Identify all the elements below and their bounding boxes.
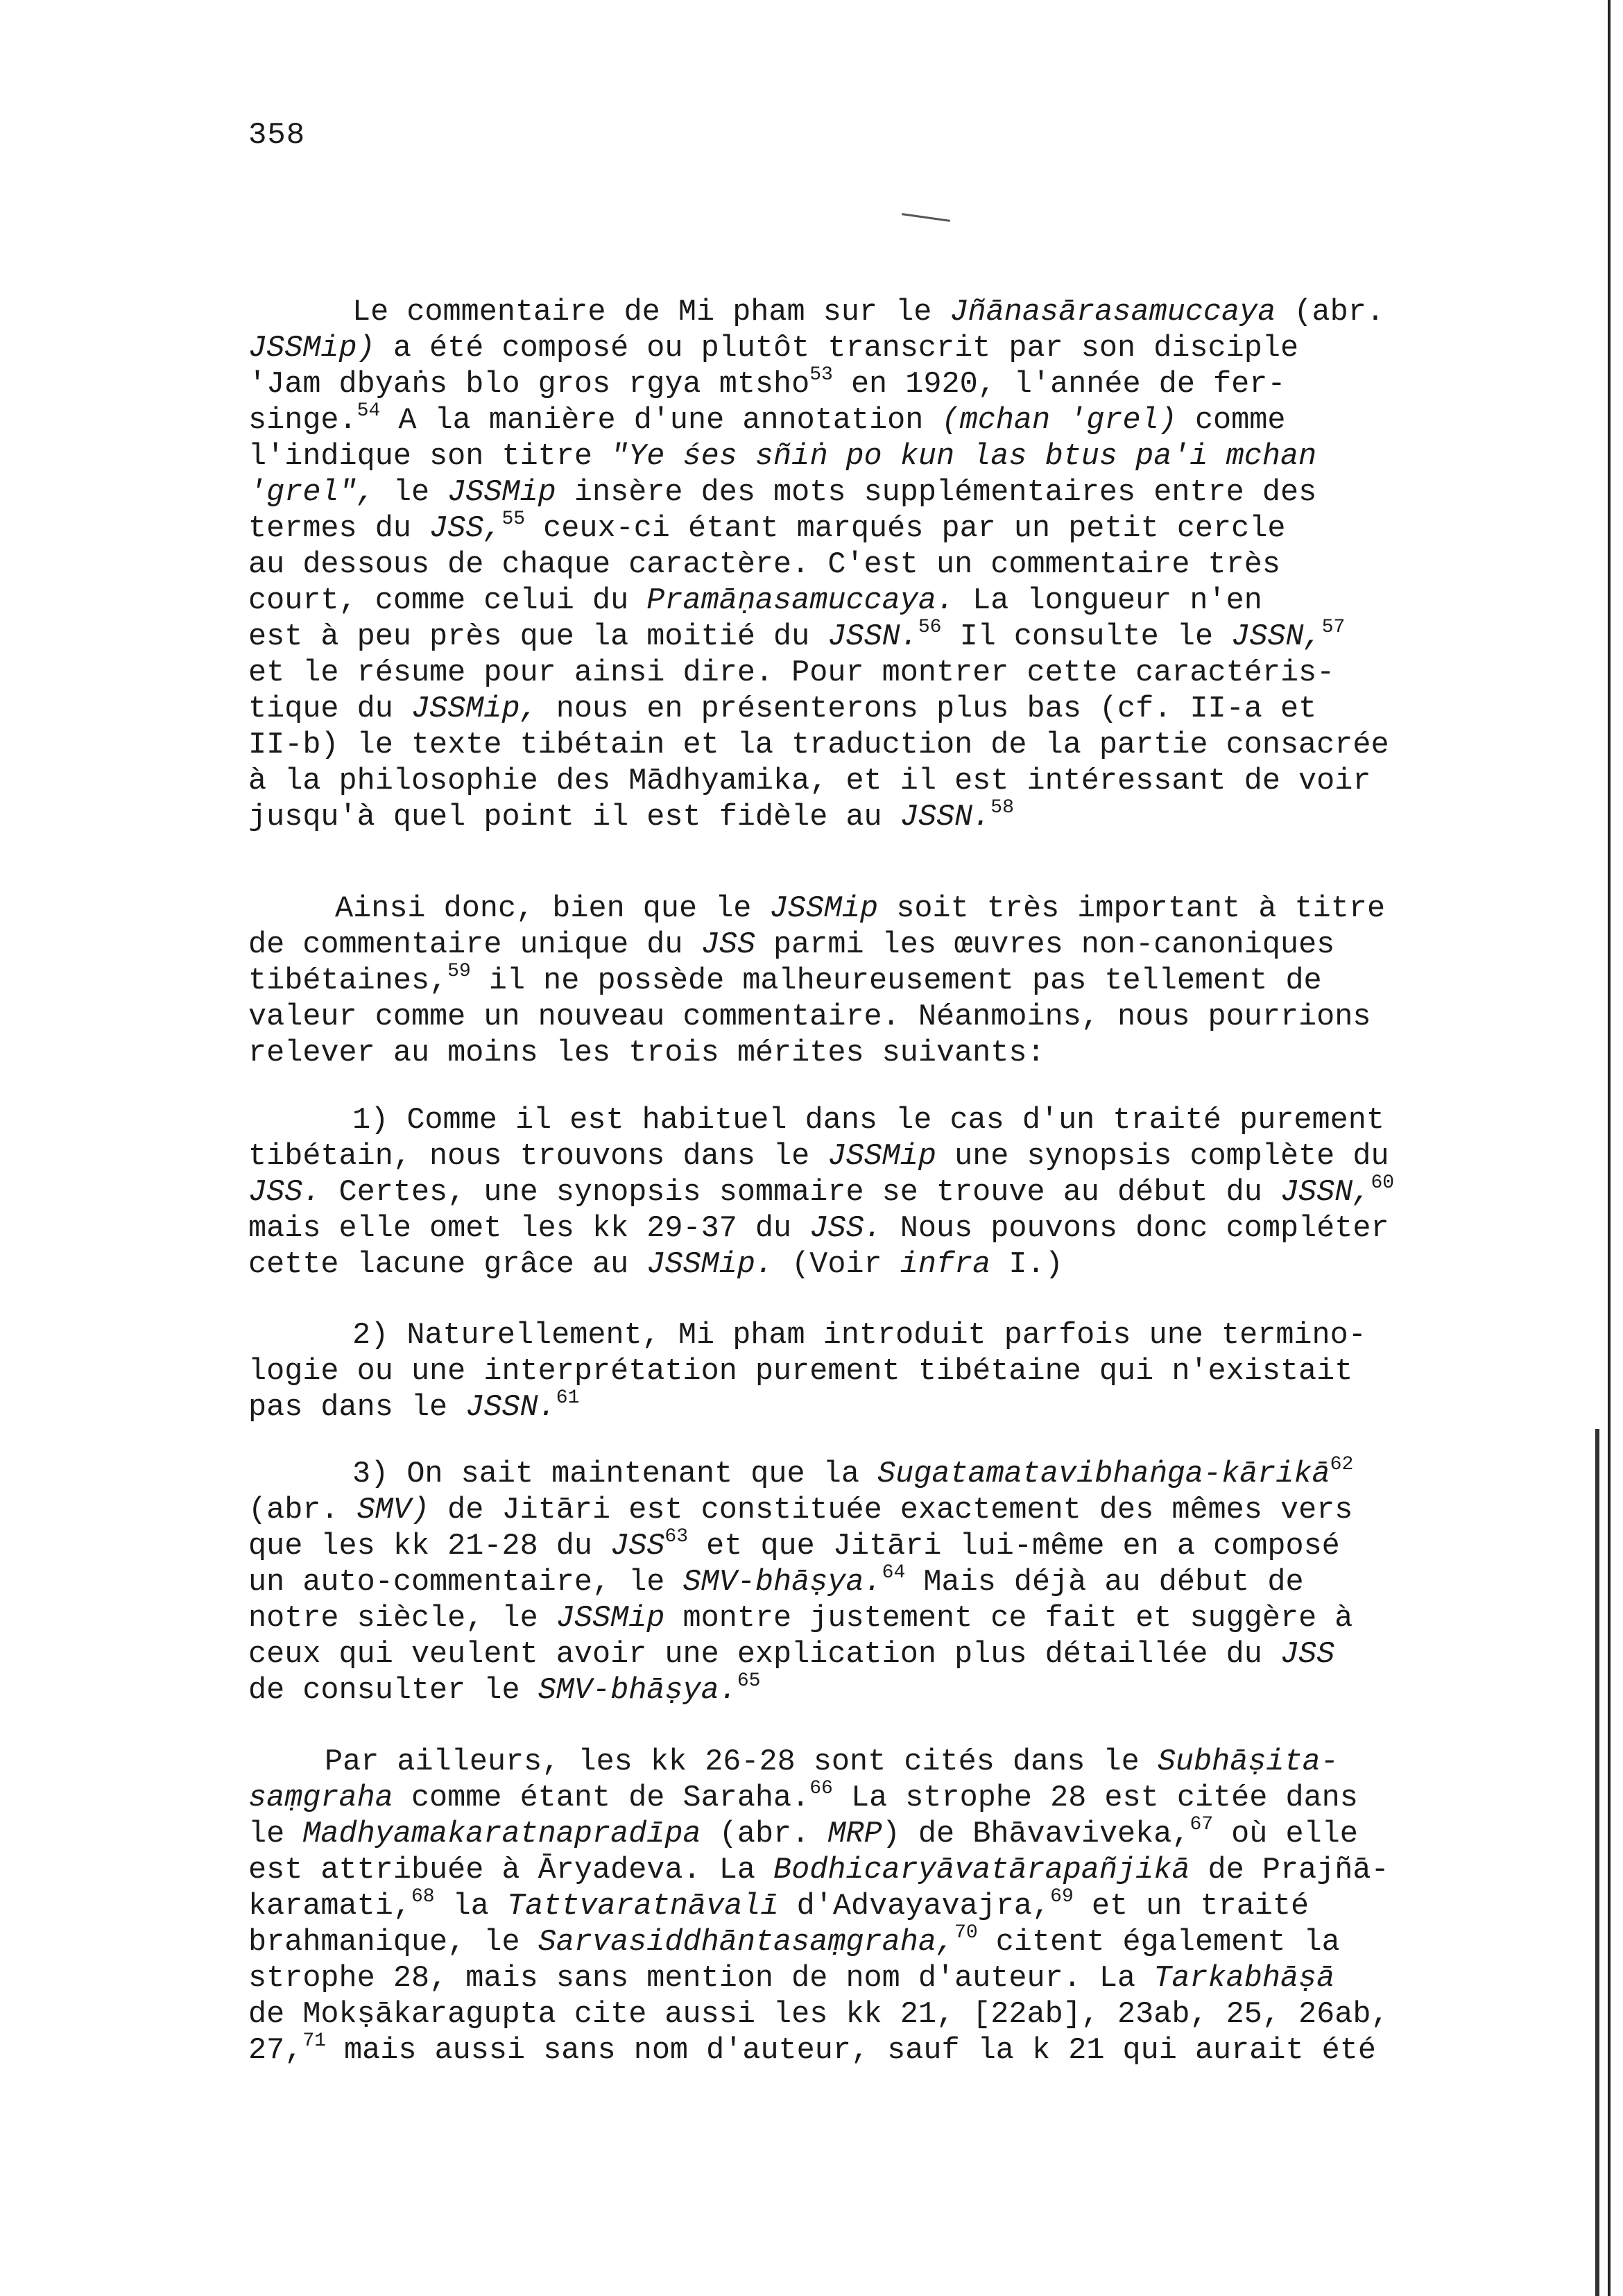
footnote-ref: 55: [501, 508, 526, 530]
text-line: Ainsi donc, bien que le JSSMip soit très important à titre: [335, 892, 1386, 926]
text-line: ceux qui veulent avoir une explication plus détaillée du JSS: [248, 1638, 1335, 1672]
text-line: karamati,$^{68}$ la Tattvaratnāvalī d'Advayavajra,$^{69}$ et un traité: [248, 1886, 1309, 1924]
footnote-ref: 60: [1371, 1172, 1395, 1194]
text-line: tique du JSSMip, nous en présenterons plus bas (cf. II-a et: [248, 692, 1317, 726]
footnote-ref: 67: [1190, 1814, 1214, 1835]
footnote-ref: 70: [954, 1922, 978, 1944]
footnote-ref: 66: [809, 1778, 833, 1799]
text-line: tibétaines,$^{59}$ il ne possède malheureusement pas tellement de: [248, 961, 1322, 998]
text-line: de consulter le SMV-bhāṣya.$^{65}$: [248, 1670, 761, 1708]
paragraph-4: [248, 1318, 1420, 1426]
text-line: 27,71 mais aussi sans nom d'auteur, sauf la k 21 qui aurait été: [248, 2030, 1376, 2068]
text-line: 1) Comme il est habituel dans le cas d'un traité purement: [352, 1104, 1384, 1138]
text-line: est attribuée à Āryadeva. La Bodhicaryāvatārapañjikā de Prajñā-: [248, 1853, 1389, 1887]
text-line: brahmanique, le Sarvasiddhāntasaṃgraha,$^{70}$ citent également la: [248, 1922, 1340, 1960]
text-line: de commentaire unique du JSS parmi les œuvres non-canoniques: [248, 928, 1335, 962]
text-line: singe.$^{54}$ A la manière d'une annotation (mchan 'grel) comme: [248, 400, 1286, 438]
text-line: pas dans le JSSN.$^{61}$: [248, 1387, 580, 1425]
text-line: relever au moins les trois mérites suivants:: [248, 1036, 1045, 1070]
paragraph-1: [248, 295, 1420, 836]
text-line: à la philosophie des Mādhyamika, et il est intéressant de voir: [248, 764, 1371, 798]
paragraph-2: [248, 891, 1420, 1072]
page-number: 358: [248, 118, 306, 153]
text-line: mais elle omet les kk 29-37 du JSS. Nous pouvons donc compléter: [248, 1212, 1389, 1246]
text-line: JSS. Certes, une synopsis sommaire se trouve au début du JSSN,$^{60}$: [248, 1172, 1395, 1210]
footnote-ref: 65: [737, 1670, 761, 1692]
footnote-ref: 57: [1321, 617, 1346, 638]
text-line: (abr. SMV) de Jitāri est constituée exactement des mêmes vers: [248, 1493, 1353, 1527]
footnote-ref: 64: [882, 1562, 906, 1584]
page-edge-rule-lower: [1595, 1429, 1599, 2296]
text-line: que les kk 21-28 du JSS$^{63}$ et que Jitāri lui-même en a composé: [248, 1526, 1340, 1563]
stray-mark: [902, 213, 950, 222]
text-line: jusqu'à quel point il est fidèle au JSSN.$^{58}$: [248, 797, 1014, 834]
text-line: cette lacune grâce au JSSMip. (Voir infra I.): [248, 1248, 1063, 1282]
footnote-ref: 53: [809, 364, 833, 386]
text-line: logie ou une interprétation purement tibétaine qui n'existait: [248, 1355, 1353, 1389]
footnote-ref: 62: [1330, 1454, 1354, 1475]
text-line: le Madhyamakaratnapradīpa (abr. MRP) de Bhāvaviveka,$^{67}$ où elle: [248, 1814, 1358, 1851]
paragraph-6: [248, 1745, 1420, 2069]
footnote-ref: 58: [990, 797, 1014, 819]
text-line: tibétain, nous trouvons dans le JSSMip une synopsis complète du: [248, 1140, 1389, 1174]
text-line: au dessous de chaque caractère. C'est un commentaire très: [248, 548, 1280, 582]
text-line: 'grel", le JSSMip insère des mots supplémentaires entre des: [248, 476, 1317, 510]
text-line: 'Jam dbyaṅs blo gros rgya mtsho$^{53}$ en 1920, l'année de fer-: [248, 364, 1286, 402]
text-line: l'indique son titre "Ye śes sñiṅ po kun las btus pa'i mchan: [248, 440, 1317, 474]
footnote-ref: 56: [918, 617, 942, 638]
text-line: est à peu près que la moitié du JSSN.$^{56}$ Il consulte le JSSN,$^{57}$: [248, 617, 1346, 654]
footnote-ref: 61: [556, 1387, 580, 1409]
text-line: strophe 28, mais sans mention de nom d'auteur. La Tarkabhāṣā: [248, 1962, 1335, 1996]
footnote-ref: 63: [664, 1526, 689, 1548]
footnote-ref: 69: [1050, 1886, 1074, 1908]
text-line: saṃgraha comme étant de Saraha.$^{66}$ La strophe 28 est citée dans: [248, 1778, 1358, 1815]
paragraph-3: [248, 1103, 1420, 1283]
text-line: et le résume pour ainsi dire. Pour montrer cette caractéris-: [248, 656, 1335, 690]
text-line: Par ailleurs, les kk 26-28 sont cités dans le Subhāṣita-: [325, 1745, 1339, 1779]
text-line: termes du JSS,$^{55}$ ceux-ci étant marqués par un petit cercle: [248, 508, 1286, 546]
paragraph-5: [248, 1454, 1420, 1709]
footnote-ref: 54: [357, 400, 381, 422]
text-line: court, comme celui du Pramāṇasamuccaya. La longueur n'en: [248, 584, 1262, 618]
text-line: 2) Naturellement, Mi pham introduit parfois une termino-: [352, 1319, 1366, 1353]
text-line: 3) On sait maintenant que la Sugatamatavibhaṅga-kārikā$^{62}$: [352, 1454, 1354, 1491]
text-line: un auto-commentaire, le SMV-bhāṣya.$^{64}$ Mais déjà au début de: [248, 1562, 1304, 1600]
page-edge-rule: [1608, 0, 1611, 2296]
text-line: JSSMip) a été composé ou plutôt transcrit par son disciple: [248, 332, 1299, 366]
text-line: II-b) le texte tibétain et la traduction de la partie consacrée: [248, 728, 1389, 762]
text-line: valeur comme un nouveau commentaire. Néanmoins, nous pourrions: [248, 1000, 1371, 1034]
text-line: de Mokṣākaragupta cite aussi les kk 21, [22ab], 23ab, 25, 26ab,: [248, 1998, 1389, 2032]
text-line: Le commentaire de Mi pham sur le Jñānasārasamuccaya (abr.: [352, 295, 1384, 329]
footnote-ref: 68: [411, 1886, 435, 1908]
footnote-ref: 71: [302, 2030, 326, 2052]
text-line: notre siècle, le JSSMip montre justement ce fait et suggère à: [248, 1602, 1353, 1636]
footnote-ref: 59: [447, 961, 471, 982]
